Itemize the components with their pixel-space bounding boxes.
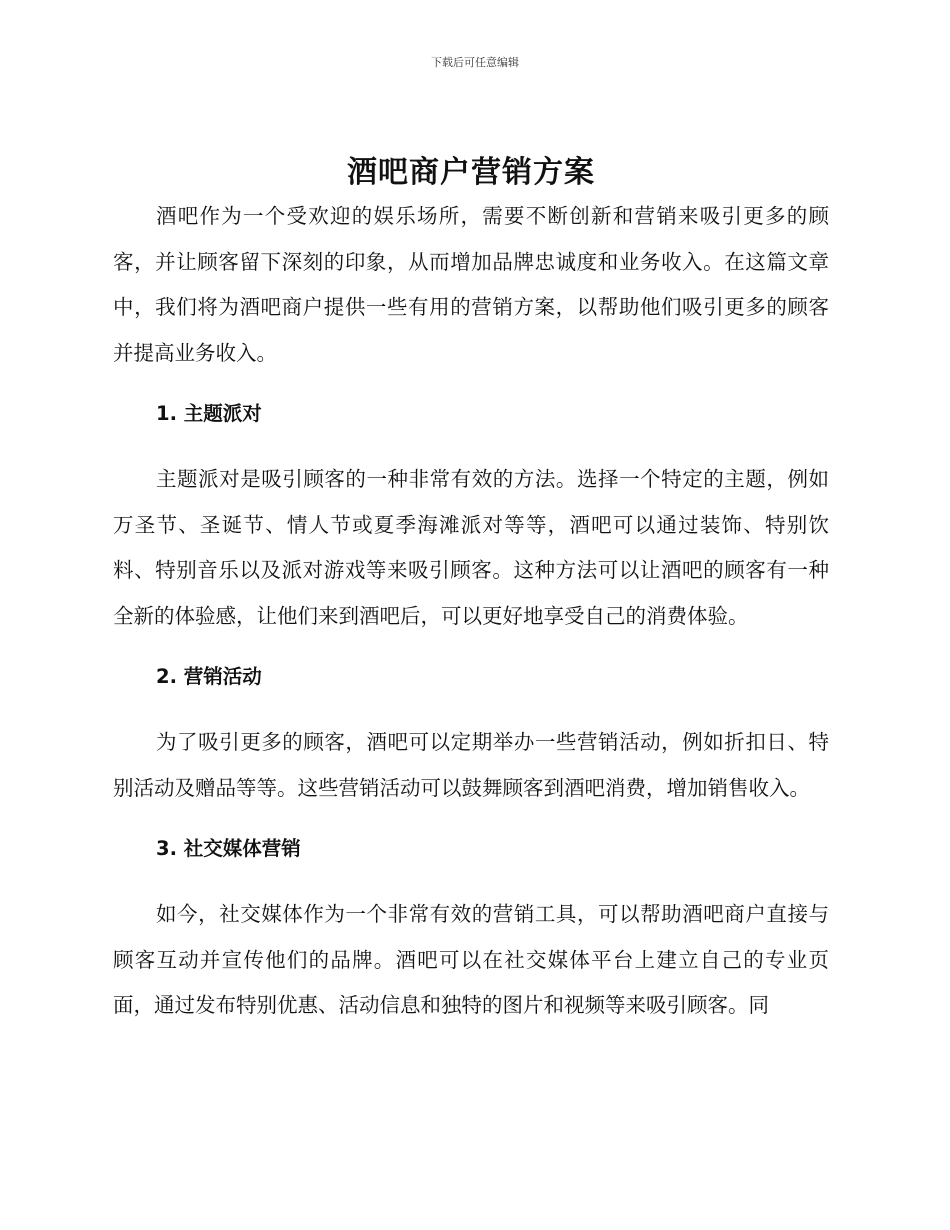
section-body-marketing-events: 为了吸引更多的顾客，酒吧可以定期举办一些营销活动，例如折扣日、特别活动及赠品等等。这些营销活动可以鼓舞顾客到酒吧消费，增加销售收入。 [113, 730, 829, 800]
document-title: 酒吧商户营销方案 [347, 155, 595, 190]
section-heading-social-media: 3. 社交媒体营销 [156, 837, 301, 860]
page-header-note: 下载后可任意编辑 [431, 56, 519, 69]
section-heading-theme-party: 1. 主题派对 [156, 402, 262, 425]
document-body [113, 152, 829, 1029]
section-body-social-media: 如今，社交媒体作为一个非常有效的营销工具，可以帮助酒吧商户直接与顾客互动并宣传他们的品牌。酒吧可以在社交媒体平台上建立自己的专业页面，通过发布特别优惠、活动信息和独特的图片和视频等来吸引顾客。同 [113, 902, 829, 1017]
intro-paragraph: 酒吧作为一个受欢迎的娱乐场所，需要不断创新和营销来吸引更多的顾客，并让顾客留下深刻的印象，从而增加品牌忠诚度和业务收入。在这篇文章中，我们将为酒吧商户提供一些有用的营销方案，以帮助他们吸引更多的顾客并提高业务收入。 [113, 204, 829, 365]
section-heading-marketing-events: 2. 营销活动 [156, 665, 262, 688]
section-body-theme-party: 主题派对是吸引顾客的一种非常有效的方法。选择一个特定的主题，例如万圣节、圣诞节、情人节或夏季海滩派对等等，酒吧可以通过装饰、特别饮料、特别音乐以及派对游戏等来吸引顾客。这种方法可以让酒吧的顾客有一种全新的体验感，让他们来到酒吧后，可以更好地享受自己的消费体验。 [113, 467, 829, 628]
